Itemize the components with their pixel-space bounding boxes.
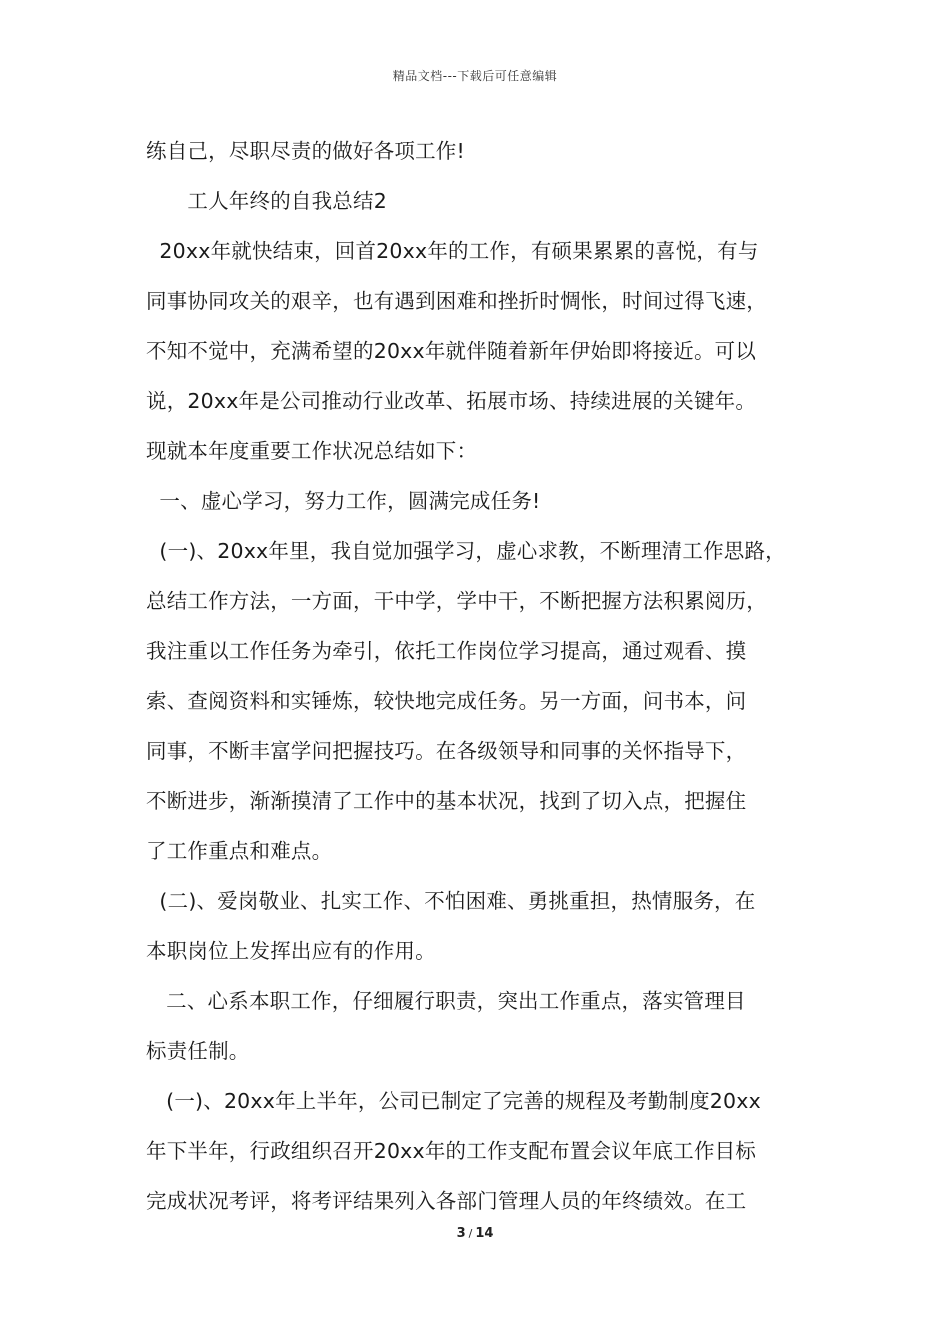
text-line: (二)、爱岗敬业、扎实工作、不怕困难、勇挑重担，热情服务，在 xyxy=(146,889,756,913)
total-pages: 14 xyxy=(475,1226,494,1241)
text-line: 不知不觉中，充满希望的20xx年就伴随着新年伊始即将接近。可以 xyxy=(146,339,757,363)
page-header: 精品文档---下载后可任意编辑 xyxy=(392,69,558,83)
section-heading: 工人年终的自我总结2 xyxy=(146,189,387,213)
text-line: 年下半年，行政组织召开20xx年的工作支配布置会议年底工作目标 xyxy=(146,1139,757,1163)
text-line: 同事协同攻关的艰辛，也有遇到困难和挫折时惆怅，时间过得飞速， xyxy=(146,289,767,313)
text-line: 说，20xx年是公司推动行业改革、拓展市场、持续进展的关键年。 xyxy=(146,389,757,413)
text-line: 总结工作方法，一方面，干中学，学中干，不断把握方法积累阅历， xyxy=(146,589,767,613)
text-line: (一)、20xx年上半年，公司已制定了完善的规程及考勤制度20xx xyxy=(146,1089,761,1113)
page-separator: / xyxy=(468,1227,473,1240)
text-line: 不断进步，渐渐摸清了工作中的基本状况，找到了切入点，把握住 xyxy=(146,789,747,813)
current-page: 3 xyxy=(456,1226,466,1241)
text-line: 索、查阅资料和实锤炼，较快地完成任务。另一方面，问书本，问 xyxy=(146,689,747,713)
text-line: (一)、20xx年里，我自觉加强学习，虚心求教，不断理清工作思路， xyxy=(146,539,786,563)
text-line: 20xx年就快结束，回首20xx年的工作，有硕果累累的喜悦，有与 xyxy=(146,239,759,263)
text-line: 一、虚心学习，努力工作，圆满完成任务! xyxy=(146,489,541,513)
text-line: 同事，不断丰富学问把握技巧。在各级领导和同事的关怀指导下， xyxy=(146,739,747,763)
text-line: 我注重以工作任务为牵引，依托工作岗位学习提高，通过观看、摸 xyxy=(146,639,747,663)
text-line: 本职岗位上发挥出应有的作用。 xyxy=(146,939,436,963)
text-line: 二、心系本职工作，仔细履行职责，突出工作重点，落实管理目 xyxy=(146,989,746,1013)
text-line: 了工作重点和难点。 xyxy=(146,839,333,863)
text-line: 标责任制。 xyxy=(146,1039,250,1063)
document-body xyxy=(146,126,811,1226)
text-line: 练自己，尽职尽责的做好各项工作! xyxy=(146,139,465,163)
page-number xyxy=(0,1226,950,1241)
text-line: 完成状况考评，将考评结果列入各部门管理人员的年终绩效。在工 xyxy=(146,1189,747,1213)
text-line: 现就本年度重要工作状况总结如下： xyxy=(146,439,478,463)
